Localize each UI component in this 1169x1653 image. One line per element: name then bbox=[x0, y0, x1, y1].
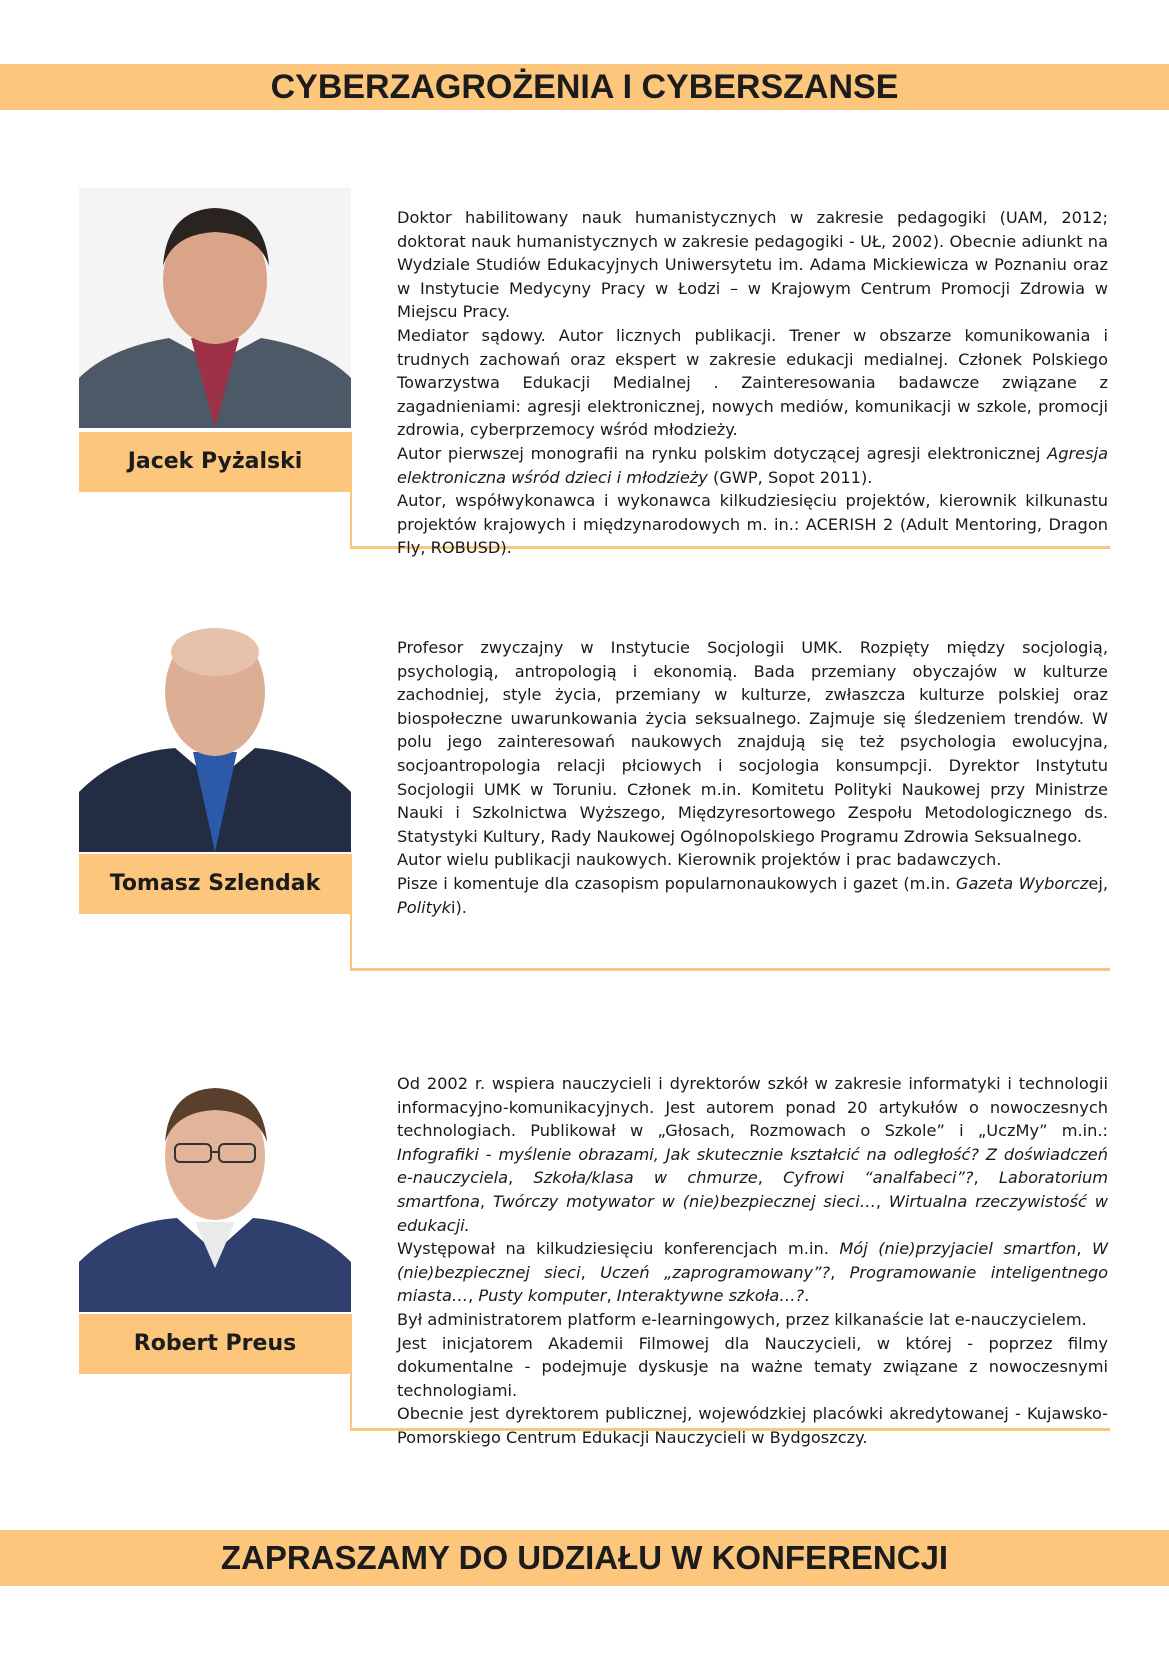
bio-text: Autor, współwykonawca i wykonawca kilkudziesięciu projektów, kierownik kilkunastu projektów krajowych i międzynarodowych m. in.: ACERISH 2 (Adult Mentoring, Dragon Fly, ROBUSD). bbox=[397, 491, 1108, 558]
bio-paragraph bbox=[397, 1072, 1108, 1237]
portrait-robert bbox=[79, 1072, 351, 1312]
frame-line bbox=[350, 968, 1110, 971]
bio-text: Pisze i komentuje dla czasopism popularnonaukowych i gazet (m.in. bbox=[397, 873, 956, 893]
bio-text: Był administratorem platform e-learningowych, przez kilkanaście lat e-nauczycielem. bbox=[397, 1309, 1087, 1329]
bio-text: Występował na kilkudziesięciu konferencjach m.in. bbox=[397, 1239, 840, 1259]
bio-italic-text: Laboratorium smartfona bbox=[397, 1168, 1109, 1211]
speaker-name-box bbox=[79, 1314, 351, 1374]
portrait-tomasz bbox=[79, 612, 351, 852]
bio-italic-text: Agresja elektroniczna wśród dzieci i młodzieży bbox=[397, 443, 1108, 487]
bio-text: Od 2002 r. wspiera nauczycieli i dyrektorów szkół w zakresie informatyki i technologii informacyjno-komunikacyjnych. Jest autorem ponad 20 artykułów o nowoczesnych technologiach. Publikował w „Głosach, Rozmowach o Szkole” i „UczMy” m.in.: bbox=[397, 1074, 1108, 1141]
portrait-jacek bbox=[79, 188, 351, 428]
bio-text: Profesor zwyczajny w Instytucie Socjologii UMK. Rozpięty między socjologią, psychologią, antropologią i ekonomią. Bada przemiany obyczajów w kulturze zachodniej, style życia, przemiany w kulturze, zwłaszcza kulturze polskiej oraz biospołeczne uwarunkowania życia seksualnego. Zajmuje się śledzeniem trendów. W polu jego zainteresowań naukowych znajdują się też psychologia ewolucyjna, socjoantropologia relacji płciowych i socjologia konsumpcji. Dyrektor Instytutu Socjologii UMK w Toruniu. Członek m.in. Komitetu Polityki Naukowej przy Ministrze Nauki i Szkolnictwa Wyższego, Międzyresortowego Zespołu Metodologicznego ds. Statystyki Kultury, Rady Naukowej Ogólnopolskiego Programu Zdrowia Seksualnego. bbox=[397, 638, 1108, 846]
speaker-photo-jacek bbox=[79, 188, 351, 428]
bio-text: Obecnie jest dyrektorem publicznej, wojewódzkiej placówki akredytowanej - Kujawsko-Pomorskiego Centrum Edukacji Nauczycieli w Bydgoszczy. bbox=[397, 1404, 1108, 1447]
frame-line bbox=[350, 854, 352, 970]
bio-paragraph bbox=[397, 1308, 1108, 1332]
speaker-name: Jacek Pyżalski bbox=[127, 449, 303, 474]
bio-text: i). bbox=[450, 897, 467, 917]
footer-banner bbox=[0, 1530, 1169, 1586]
bio-text: (GWP, Sopot 2011). bbox=[707, 467, 873, 487]
bio-paragraph bbox=[397, 489, 1108, 560]
bio-text: Autor pierwszej monografii na rynku polskim dotyczącej agresji elektronicznej bbox=[397, 443, 1048, 463]
speaker-name-box bbox=[79, 854, 351, 914]
bio-italic-text: Uczeń „zaprogramowany”? bbox=[600, 1262, 831, 1282]
bio-paragraph bbox=[397, 1237, 1108, 1308]
bio-paragraph bbox=[397, 324, 1108, 442]
bio-italic-text: Cyfrowi “analfabeci”? bbox=[783, 1168, 974, 1188]
speaker-name-box bbox=[79, 432, 351, 492]
bio-text: Mediator sądowy. Autor licznych publikacji. Trener w obszarze komunikowania i trudnych zachowań oraz ekspert w zakresie edukacji medialnej. Członek Polskiego Towarzystwa Edukacji Medialnej . Zainteresowania badawcze związane z zagadnieniami: agresji elektronicznej, nowych mediów, komunikacji w szkole, promocji zdrowia, cyberprzemocy wśród młodzieży. bbox=[397, 325, 1108, 440]
bio-text: , bbox=[1076, 1239, 1092, 1259]
speaker-bio bbox=[397, 636, 1108, 919]
bio-italic-text: Polityk bbox=[397, 897, 451, 917]
bio-paragraph bbox=[397, 872, 1108, 919]
bio-text: , bbox=[875, 1191, 889, 1211]
bio-text: , bbox=[580, 1262, 601, 1282]
bio-paragraph bbox=[397, 1332, 1108, 1403]
bio-text: Jest inicjatorem Akademii Filmowej dla Nauczycieli, w której - poprzez filmy dokumentalne - podejmuje dyskusje na ważne tematy związane z nowoczesnymi technologiami. bbox=[397, 1333, 1108, 1400]
bio-italic-text: Pusty komputer bbox=[478, 1286, 607, 1306]
speaker-photo-tomasz bbox=[79, 612, 351, 852]
bio-text: , bbox=[479, 1191, 493, 1211]
bio-text: Autor wielu publikacji naukowych. Kierownik projektów i prac badawczych. bbox=[397, 850, 1002, 870]
footer-title: ZAPRASZAMY DO UDZIAŁU W KONFERENCJI bbox=[220, 1539, 949, 1576]
speaker-bio bbox=[397, 206, 1108, 560]
frame-line bbox=[350, 1314, 352, 1430]
page-title-banner bbox=[0, 64, 1169, 110]
bio-paragraph bbox=[397, 636, 1108, 848]
speaker-name: Robert Preus bbox=[133, 1331, 297, 1356]
bio-italic-text: Szkoła/klasa w chmurze bbox=[533, 1168, 758, 1188]
bio-italic-text: W (nie)bezpiecznej sieci bbox=[397, 1239, 1108, 1282]
bio-italic-text: Gazeta Wyborcz bbox=[955, 873, 1089, 893]
bio-italic-text: Infografiki - myślenie obrazami, Jak skutecznie kształcić na odległość? Z doświadczeń e-nauczyciela bbox=[397, 1144, 1108, 1188]
bio-italic-text: Interaktywne szkoła…? bbox=[616, 1286, 805, 1306]
speaker-bio bbox=[397, 1072, 1108, 1450]
bio-paragraph bbox=[397, 206, 1108, 324]
bio-text: . bbox=[804, 1286, 810, 1306]
bio-text: , bbox=[468, 1286, 479, 1306]
bio-text: ej, bbox=[1088, 873, 1108, 893]
speaker-name: Tomasz Szlendak bbox=[109, 871, 321, 896]
bio-italic-text: Twórczy motywator w (nie)bezpiecznej sieci… bbox=[492, 1191, 876, 1211]
bio-italic-text: Programowanie inteligentnego miasta… bbox=[397, 1262, 1109, 1306]
bio-text: , bbox=[508, 1168, 534, 1188]
speaker-photo-robert bbox=[79, 1072, 351, 1312]
bio-paragraph bbox=[397, 1402, 1108, 1449]
frame-line bbox=[350, 432, 352, 548]
bio-text: Doktor habilitowany nauk humanistycznych w zakresie pedagogiki (UAM, 2012; doktorat nauk humanistycznych w zakresie pedagogiki - UŁ, 2002). Obecnie adiunkt na Wydziale Studiów Edukacyjnych Uniwersytetu im. Adama Mickiewicza w Poznaniu oraz w Instytucie Medycyny Pracy w Łodzi – w Krajowym Centrum Promocji Zdrowia w Miejscu Pracy. bbox=[397, 208, 1108, 322]
page-title: CYBERZAGROŻENIA I CYBERSZANSE bbox=[270, 68, 899, 106]
bio-text: , bbox=[757, 1168, 784, 1188]
bio-paragraph bbox=[397, 442, 1108, 489]
bio-italic-text: Mój (nie)przyjaciel smartfon bbox=[839, 1239, 1077, 1259]
bio-text: , bbox=[973, 1168, 999, 1188]
bio-text: , bbox=[830, 1262, 850, 1282]
bio-paragraph bbox=[397, 848, 1108, 872]
bio-text: , bbox=[606, 1286, 617, 1306]
bio-italic-text: Wirtualna rzeczywistość w edukacji. bbox=[397, 1191, 1108, 1235]
